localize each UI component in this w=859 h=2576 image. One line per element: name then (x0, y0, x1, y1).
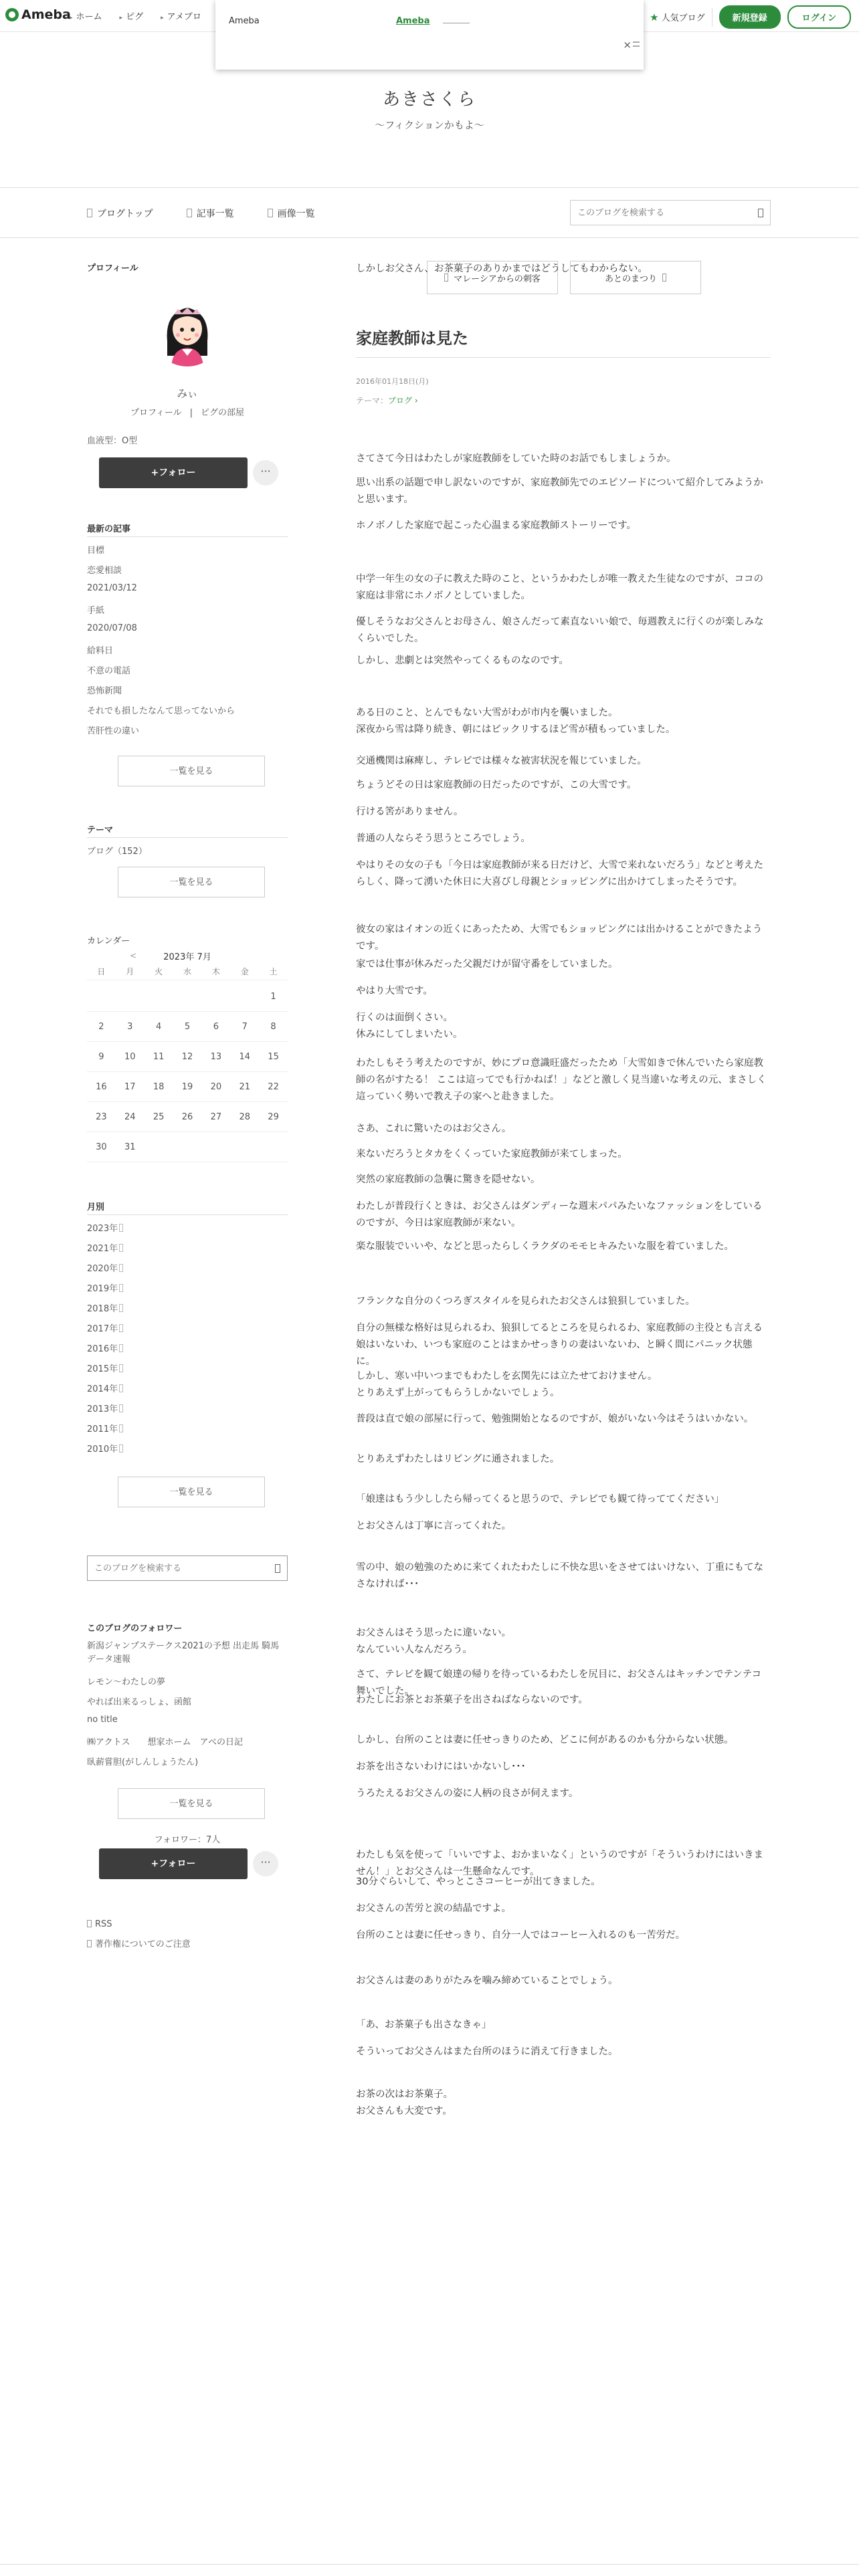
month-item[interactable]: 2015年 (87, 1362, 288, 1382)
nav-blog-top[interactable] (87, 207, 153, 220)
calendar-empty-cell (201, 1132, 230, 1162)
entry-theme-prefix: テーマ： (356, 396, 389, 405)
calendar-day: 24 (116, 1102, 145, 1132)
calendar-day: 22 (259, 1072, 288, 1102)
sidebar-search (87, 1555, 288, 1581)
ameba-logo-icon (5, 8, 19, 21)
entry-paragraph: 中学一年生の女の子に教えた時のこと、というかわたしが唯一教えた生徒なのですが、ココの家庭は非常にホノボノとしていました。 (356, 574, 763, 601)
nav-entry-list-label: 記事一覧 (196, 209, 234, 219)
entry-paragraph: 来ないだろうとタカをくくっていた家庭教師が来てしまった。 (356, 1149, 628, 1160)
calendar-day: 23 (87, 1102, 116, 1132)
calendar-day: 3 (116, 1012, 145, 1042)
divider (87, 837, 288, 838)
next-entry-label: あとのまつり (604, 274, 657, 284)
entry-date: 2016年01月18日(月) (356, 377, 429, 386)
blog-search (570, 200, 771, 225)
recent-item[interactable]: 恐怖新聞 (87, 686, 122, 696)
month-item[interactable]: 2011年 (87, 1422, 288, 1442)
calendar-day: 4 (145, 1012, 173, 1042)
theme-heading: テーマ (87, 825, 114, 835)
ad-banner[interactable] (215, 0, 644, 70)
calendar-day: 13 (201, 1042, 230, 1072)
calendar-day: 17 (116, 1072, 145, 1102)
recent-view-all-button[interactable]: 一覧を見る (118, 756, 265, 786)
follower-item[interactable]: やれば出来るっしょ、函館 (87, 1697, 192, 1707)
copyright-label: 著作権についてのご注意 (95, 1939, 191, 1949)
nav-image-list-label: 画像一覧 (277, 209, 315, 219)
entry-paragraph: ちょうどその日は家庭教師の日だったのですが、この大雪です。 (356, 780, 637, 790)
calendar-day: 10 (116, 1042, 145, 1072)
more-options-button[interactable]: ··· (253, 1851, 278, 1876)
entry-paragraph: とりあえずわたしはリビングに通されました。 (356, 1454, 560, 1465)
entry-paragraph: そういってお父さんはまた台所のほうに消えて行きました。 (356, 2046, 618, 2057)
entry-paragraph: 家では仕事が休みだった父親だけが留守番をしていました。 (356, 959, 618, 970)
info-icon (87, 1940, 92, 1947)
theme-view-all-button[interactable]: 一覧を見る (118, 867, 265, 897)
rss-label: RSS (95, 1919, 112, 1929)
recent-item[interactable]: 給料日 (87, 646, 114, 656)
entry-paragraph: わたしが普段行くときは、お父さんはダンディーな週末パパみたいなファッションをしているのですが、今日は家庭教師が来ない。 (356, 1201, 763, 1228)
theme-item[interactable]: ブログ（152） (87, 847, 147, 857)
entry-paragraph: お茶を出さないわけにはいかないし･･･ (356, 1761, 526, 1772)
entry-paragraph: 楽な服装でいいや、などと思ったらしくラクダのモモヒキみたいな服を着ていました。 (356, 1241, 734, 1252)
weekday: 日 (87, 963, 116, 980)
calendar-empty-cell (87, 982, 116, 1012)
entry-paragraph: さあ、これに驚いたのはお父さん。 (356, 1123, 512, 1134)
entry-paragraph: フランクな自分のくつろぎスタイルを見られたお父さんは狼狽していました。 (356, 1296, 695, 1307)
monthly-view-all-button[interactable]: 一覧を見る (118, 1477, 265, 1507)
recent-item[interactable]: 2020/07/08 (87, 623, 137, 633)
entry-paragraph: 台所のことは妻に任せっきり、自分一人ではコーヒー入れるのも一苦労だ。 (356, 1930, 686, 1941)
recent-item[interactable]: 手紙 (87, 606, 105, 616)
month-item[interactable]: 2020年 (87, 1261, 288, 1281)
entry-paragraph: お父さんはそう思ったに違いない。 なんていい人なんだろう。 (356, 1628, 511, 1655)
chevron-icon (87, 209, 92, 217)
entry-paragraph: 30分ぐらいして、やっとこさコーヒーが出てきました。 (356, 1876, 601, 1887)
divider (356, 357, 771, 358)
monthly-heading: 月別 (87, 1202, 105, 1212)
entry-paragraph: 優しそうなお父さんとお母さん、娘さんだって素直ないい娘で、毎週教えに行くのが楽しみなくらいでした。 (356, 617, 764, 644)
month-item[interactable]: 2010年 (87, 1442, 288, 1462)
weekday: 金 (230, 963, 259, 980)
entry-paragraph: 彼女の家はイオンの近くにあったため、大雪でもショッピングには出かけることができたようです。 (356, 924, 763, 952)
calendar-day: 16 (87, 1072, 116, 1102)
entry-paragraph: さて、テレビを観て娘達の帰りを待っているわたしを尻目に、お父さんはキッチンでテンテコ舞いでした。 (356, 1669, 762, 1697)
month-item[interactable]: 2016年 (87, 1341, 288, 1362)
recent-item[interactable]: 恋愛相談 (87, 566, 122, 576)
global-nav (70, 9, 201, 22)
copyright-link[interactable] (87, 1937, 191, 1949)
entry-paragraph: 突然の家庭教師の急襲に驚きを隠せない。 (356, 1174, 541, 1185)
calendar-day: 28 (230, 1102, 259, 1132)
rss-link[interactable] (87, 1919, 112, 1929)
month-item[interactable]: 2019年 (87, 1281, 288, 1301)
recent-item[interactable]: 苦肝性の違い (87, 726, 140, 736)
ad-brand: Ameba (229, 16, 260, 26)
recent-item[interactable]: 2021/03/12 (87, 583, 137, 593)
entry-paragraph: お茶の次はお茶菓子。 お父さんも大変です。 (356, 2089, 453, 2117)
calendar-day: 12 (173, 1042, 202, 1072)
weekday: 土 (259, 963, 288, 980)
month-item[interactable]: 2017年 (87, 1321, 288, 1341)
entry-paragraph: しかし、寒い中いつまでもわたしを玄関先には立たせておけません。 とりあえず上がってもらうしかないでしょう。 (356, 1371, 658, 1398)
divider (87, 1214, 288, 1215)
calendar-month: 2023年 7月 (163, 952, 211, 962)
entry-paragraph: 自分の無様な格好は見られるわ、狼狽してるところを見られるわ、家庭教師の主役とも言える娘はいないわ、いつも家庭のことはまかせっきりの妻はいないわ、と瞬く間にパニック状態に。 (356, 1323, 763, 1367)
blog-subtitle: 〜フィクションかもよ〜 (375, 119, 484, 131)
follow-button[interactable]: +フォロー (99, 1848, 248, 1879)
entry-paragraph: お父さんの苦労と涙の結晶ですよ。 (356, 1903, 511, 1914)
more-options-button[interactable]: ··· (253, 460, 278, 486)
menu-icon[interactable] (633, 41, 640, 47)
calendar-day: 20 (201, 1072, 230, 1102)
recent-list (87, 543, 288, 744)
month-item[interactable]: 2023年 (87, 1221, 288, 1241)
recent-heading: 最新の記事 (87, 524, 131, 534)
entry-paragraph: しかし、悲劇とは突然やってくるものなのです。 (356, 655, 569, 666)
header-actions (642, 5, 851, 29)
weekday: 水 (173, 963, 202, 980)
entry-title[interactable]: 家庭教師は見た (356, 329, 468, 348)
calendar-empty-cell (145, 1132, 173, 1162)
monthly-list (87, 1221, 288, 1462)
profile-links: プロフィール | ピグの部屋 (130, 408, 245, 418)
followers-view-all-button[interactable]: 一覧を見る (118, 1788, 265, 1819)
recent-item[interactable]: 目標 (87, 546, 105, 556)
calendar-day: 30 (87, 1132, 116, 1162)
calendar-day: 25 (145, 1102, 173, 1132)
weekday: 木 (201, 963, 230, 980)
entry-paragraph: 「あ、お茶菓子も出さなきゃ」 (356, 2020, 492, 2030)
calendar-day: 15 (259, 1042, 288, 1072)
entry-paragraph: さてさて今日はわたしが家庭教師をしていた時のお話でもしましょうか。 (356, 453, 676, 464)
sidebar-search-input[interactable] (88, 1556, 268, 1580)
calendar-days (87, 982, 288, 1162)
avatar-illustration (151, 294, 223, 366)
popular-label: 人気ブログ (661, 13, 705, 23)
month-item[interactable]: 2013年 (87, 1402, 288, 1422)
profile-heading: プロフィール (87, 263, 138, 274)
entry-paragraph: 普通の人ならそう思うところでしょう。 (356, 833, 531, 844)
nav-entry-list[interactable] (187, 207, 234, 220)
chevron-right-icon: › (412, 396, 418, 405)
entry-paragraph: ある日のこと、とんでもない大雪がわが市内を襲いました。 深夜から雪は降り続き、朝にはビックリするほど雪が積もっていました。 (356, 708, 676, 735)
divider (0, 2564, 859, 2565)
month-item[interactable]: 2014年 (87, 1382, 288, 1402)
nav-ameblo[interactable]: ▸ アメブロ (161, 9, 201, 22)
entry-paragraph: うろたえるお父さんの姿に人柄の良さが伺えます。 (356, 1788, 579, 1799)
ad-link[interactable]: Ameba (396, 16, 430, 26)
calendar-empty-cell (230, 982, 259, 1012)
blog-nav (87, 207, 315, 220)
theme-list (87, 844, 288, 864)
calendar-day: 9 (87, 1042, 116, 1072)
entry-paragraph: 雪の中、娘の勉強のために来てくれたわたしに不快な思いをさせてはいけない、丁重にもてなさなければ･･･ (356, 1562, 763, 1590)
entry-paragraph: 普段は直で娘の部屋に行って、勉強開始となるのですが、娘がいない今はそうはいかない。 (356, 1414, 754, 1424)
entry-paragraph: 交通機関は麻痺し、テレビでは様々な被害状況を報じていました。 (356, 756, 647, 766)
calendar-day: 29 (259, 1102, 288, 1132)
entry-paragraph: 行ける筈がありません。 (356, 807, 464, 817)
calendar-day: 6 (201, 1012, 230, 1042)
divider (87, 536, 288, 537)
calendar-day: 1 (259, 982, 288, 1012)
blood-type: 血液型：O型 (87, 436, 138, 446)
follower-count: フォロワー：7人 (154, 1835, 221, 1845)
register-button[interactable]: 新規登録 (719, 5, 781, 29)
calendar-day: 8 (259, 1012, 288, 1042)
profile-name[interactable]: みぃ (177, 387, 198, 400)
calendar-day: 7 (230, 1012, 259, 1042)
entry-paragraph: やはり大雪です。 (356, 986, 433, 996)
follower-item[interactable]: ㈱アクトス 想家ホーム アベの日記 (87, 1737, 243, 1747)
followers-list (87, 1640, 288, 1775)
rss-icon (87, 1920, 92, 1927)
blog-title[interactable]: あきさくら (382, 90, 476, 110)
calendar-empty-cell (173, 982, 202, 1012)
recent-item[interactable]: それでも損したなんて思ってないから (87, 706, 235, 716)
ameba-logo[interactable] (5, 7, 71, 22)
month-item[interactable]: 2018年 (87, 1301, 288, 1321)
followers-heading: このブログのフォロワー (87, 1624, 183, 1634)
entry-paragraph: わたしもそう考えたのですが、妙にプロ意識旺盛だったため「大雪如きで休んでいたら家庭教師の名がすたる！ ここは這ってでも行かねば！」などと激しく見当違いな考えの元、まさしく這っていく勢いで教え子の家へと赴きました。 (356, 1058, 767, 1102)
chevron-icon (268, 209, 273, 217)
entry-paragraph: わたしも気を使って「いいですよ、おかまいなく」というのですが「そういうわけにはいきません！」とお父さんは一生懸命なんです。 (356, 1850, 763, 1877)
chevron-icon (187, 209, 192, 217)
calendar-day: 2 (87, 1012, 116, 1042)
calendar-day: 27 (201, 1102, 230, 1132)
calendar-empty-cell (145, 982, 173, 1012)
recent-item[interactable]: 不意の電話 (87, 666, 131, 676)
weekday: 火 (145, 963, 173, 980)
weekday: 月 (116, 963, 145, 980)
month-item[interactable]: 2021年 (87, 1241, 288, 1261)
entry-paragraph: お父さんは妻のありがたみを噛み締めていることでしょう。 (356, 1975, 618, 1986)
calendar-empty-cell (230, 1132, 259, 1162)
entry-paragraph: 思い出系の話題で申し訳ないのですが、家庭教師先でのエピソードについて紹介してみようかと思います。 (356, 477, 763, 505)
entry-paragraph: とお父さんは丁寧に言ってくれた。 (356, 1521, 511, 1531)
entry-paragraph: 「娘達はもう少ししたら帰ってくると思うので、テレビでも観て待っててください」 (356, 1494, 725, 1505)
calendar-weekdays (87, 963, 288, 980)
calendar-empty-cell (201, 982, 230, 1012)
blog-search-input[interactable] (571, 201, 751, 225)
nav-blog-top-label: ブログトップ (97, 209, 153, 219)
entry-paragraph: やはりその女の子も「今日は家庭教師が来る日だけど、大雪で来れないだろう」などと考えたらしく、降って湧いた休日に大喜びし母親とショッピングに出かけてしまったそうです。 (356, 860, 763, 887)
follower-item[interactable]: 新潟ジャンプステークス2021の予想 出走馬 騎馬データ速報 (87, 1641, 280, 1665)
calendar-empty-cell (116, 982, 145, 1012)
follower-item[interactable]: 臥薪嘗胆(がしんしょうたん) (87, 1757, 199, 1767)
blog-nav-bar (0, 187, 859, 238)
follower-item[interactable]: no title (87, 1715, 118, 1725)
nav-home[interactable]: ▸ ホーム (70, 9, 102, 22)
calendar-day: 14 (230, 1042, 259, 1072)
calendar-prev-icon[interactable]: < (130, 951, 137, 960)
popular-blogs-link[interactable] (650, 11, 704, 23)
calendar-day: 19 (173, 1072, 202, 1102)
close-icon[interactable]: × (623, 39, 632, 51)
nav-pigg[interactable]: ▸ ピグ (120, 9, 144, 22)
entry-theme (356, 395, 418, 406)
calendar-heading: カレンダー (87, 936, 130, 946)
entry-paragraph: しかしお父さん、お茶菓子のありかまではどうしてもわからない。 (356, 263, 648, 274)
profile-avatar[interactable] (151, 294, 223, 366)
nav-image-list[interactable] (268, 207, 315, 220)
pigg-room-link[interactable]: ピグの部屋 (201, 408, 245, 418)
calendar-day: 11 (145, 1042, 173, 1072)
entry-theme-link[interactable]: ブログ (388, 396, 413, 405)
entry-paragraph: ホノボノした家庭で起こった心温まる家庭教師ストーリーです。 (356, 520, 637, 531)
calendar-day: 26 (173, 1102, 202, 1132)
entry-paragraph: わたしにお茶とお茶菓子を出さねばならないのです。 (356, 1695, 588, 1705)
prev-entry-label: マレーシアからの刺客 (454, 274, 541, 284)
follow-button[interactable]: +フォロー (99, 457, 248, 488)
profile-link[interactable]: プロフィール (130, 408, 182, 418)
calendar-empty-cell (173, 1132, 202, 1162)
calendar-day: 18 (145, 1072, 173, 1102)
star-icon: ★ (650, 11, 659, 23)
calendar-empty-cell (259, 1132, 288, 1162)
entry-paragraph: 行くのは面倒くさい。 休みにしてしまいたい。 (356, 1012, 463, 1040)
calendar-day: 5 (173, 1012, 202, 1042)
login-button[interactable]: ログイン (787, 5, 851, 29)
logo-text: Ameba (21, 7, 71, 22)
calendar-day: 21 (230, 1072, 259, 1102)
follower-item[interactable]: レモン〜わたしの夢 (87, 1677, 166, 1687)
search-icon[interactable] (275, 1564, 280, 1573)
search-icon[interactable] (758, 209, 763, 217)
entry-paragraph: しかし、台所のことは妻に任せっきりのため、どこに何があるのかも分からない状態。 (356, 1735, 734, 1745)
calendar-day: 31 (116, 1132, 145, 1162)
